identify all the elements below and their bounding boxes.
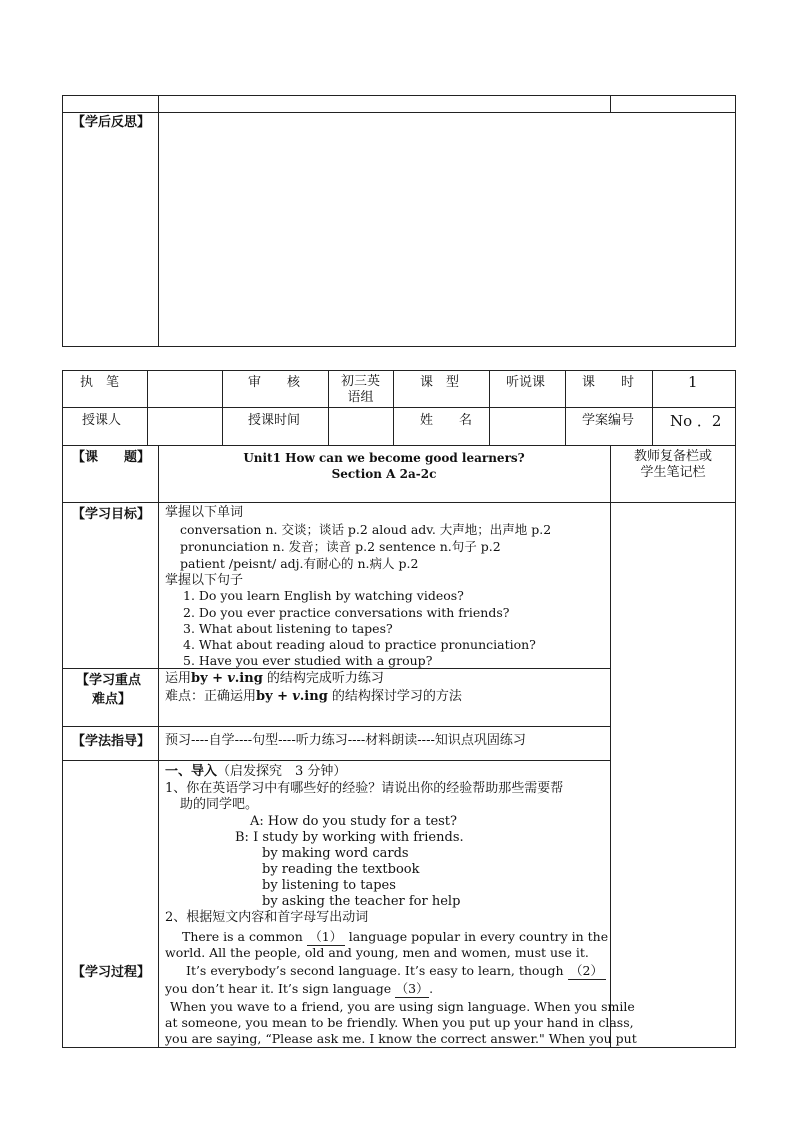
reflection-label: 【学后反思】 (72, 115, 151, 130)
word-line-1: conversation n. 交谈；谈话 p.2 aloud adv. 大声地；出声地 p.2 (180, 522, 552, 537)
topic-title-line1: Unit1 How can we become good learners? (243, 451, 525, 465)
sentence-1: 1. Do you learn English by watching videos? (183, 588, 464, 603)
type-value: 听说课 (506, 375, 546, 390)
question1-line2: 助的同学吧。 (180, 797, 259, 812)
sentence-5: 5. Have you ever studied with a group? (183, 653, 433, 668)
words-heading: 掌握以下单词 (165, 505, 244, 520)
passage-line-4: you don’t hear it. It’s sign language （3）. (165, 981, 434, 996)
reviewer-label: 审 核 (248, 375, 301, 390)
sentences-heading: 掌握以下句子 (165, 573, 244, 588)
dialog-b-option-3: by listening to tapes (262, 878, 396, 893)
type-label: 课 型 (420, 375, 460, 390)
passage-line-3: It’s everybody’s second language. It’s easy to learn, though （2） (186, 963, 606, 980)
blank-3[interactable]: （3） (395, 981, 429, 996)
hours-label: 课 时 (582, 375, 635, 390)
teacher-label: 授课人 (82, 413, 122, 428)
word-line-3: patient /peisnt/ adj.有耐心的 n.病人 p.2 (180, 556, 419, 571)
dialog-b-option-2: by reading the textbook (262, 862, 420, 877)
writer-label: 执 笔 (80, 375, 120, 390)
dialog-b: B: I study by working with friends. (235, 830, 464, 845)
passage-line-2: world. All the people, old and young, men and women, must use it. (165, 945, 589, 960)
name-label: 姓 名 (420, 413, 473, 428)
sentence-4: 4. What about reading aloud to practice pronunciation? (183, 637, 536, 652)
question2: 2、根据短文内容和首字母写出动词 (165, 910, 369, 925)
passage-line-7: you are saying, “Please ask me. I know the correct answer." When you put (165, 1031, 637, 1046)
section1-heading: 一、导入（启发探究 3 分钟） (165, 764, 347, 779)
dialog-a: A: How do you study for a test? (250, 814, 457, 829)
keypoint-line2: 难点：正确运用by + v.ing 的结构探讨学习的方法 (165, 689, 462, 704)
hours-value: 1 (688, 373, 698, 391)
keypoints-label-line2: 难点】 (92, 692, 132, 707)
keypoint-line1: 运用by + v.ing 的结构完成听力练习 (165, 671, 384, 686)
reviewer-value-line1: 初三英 (340, 374, 380, 389)
keypoints-label-line1: 【学习重点 (76, 673, 142, 688)
topic-label: 【课 题】 (72, 450, 151, 465)
reviewer-value-line2: 语组 (347, 390, 374, 405)
method-label: 【学法指导】 (72, 734, 151, 749)
blank-1[interactable]: （1） (307, 929, 345, 946)
question1-line1: 1、你在英语学习中有哪些好的经验？请说出你的经验帮助那些需要帮 (165, 781, 564, 796)
blank-2[interactable]: （2） (568, 963, 606, 980)
topic-title-line2: Section A 2a-2c (331, 467, 437, 481)
plan-number-label: 学案编号 (582, 413, 635, 428)
sentence-3: 3. What about listening to tapes? (183, 621, 393, 636)
word-line-2: pronunciation n. 发音；读音 p.2 sentence n.句子 p.2 (180, 539, 501, 554)
passage-line-1: There is a common （1） language popular in every country in the (182, 929, 609, 944)
notes-header-line1: 教师复备栏或 (633, 449, 712, 464)
dialog-b-option-4: by asking the teacher for help (262, 894, 461, 909)
dialog-b-option-1: by making word cards (262, 846, 409, 861)
sentence-2: 2. Do you ever practice conversations with friends? (183, 605, 510, 620)
passage-line-6: at someone, you mean to be friendly. When you put up your hand in class, (165, 1015, 634, 1030)
objectives-label: 【学习目标】 (72, 507, 151, 522)
time-label: 授课时间 (248, 413, 301, 428)
notes-header-line2: 学生笔记栏 (640, 465, 706, 480)
process-label: 【学习过程】 (72, 965, 151, 980)
passage-line-5: When you wave to a friend, you are using sign language. When you smile (170, 999, 635, 1014)
plan-number-value: No ．2 (670, 412, 722, 430)
method-text: 预习----自学----句型----听力练习----材料朗读----知识点巩固练习 (165, 733, 526, 748)
